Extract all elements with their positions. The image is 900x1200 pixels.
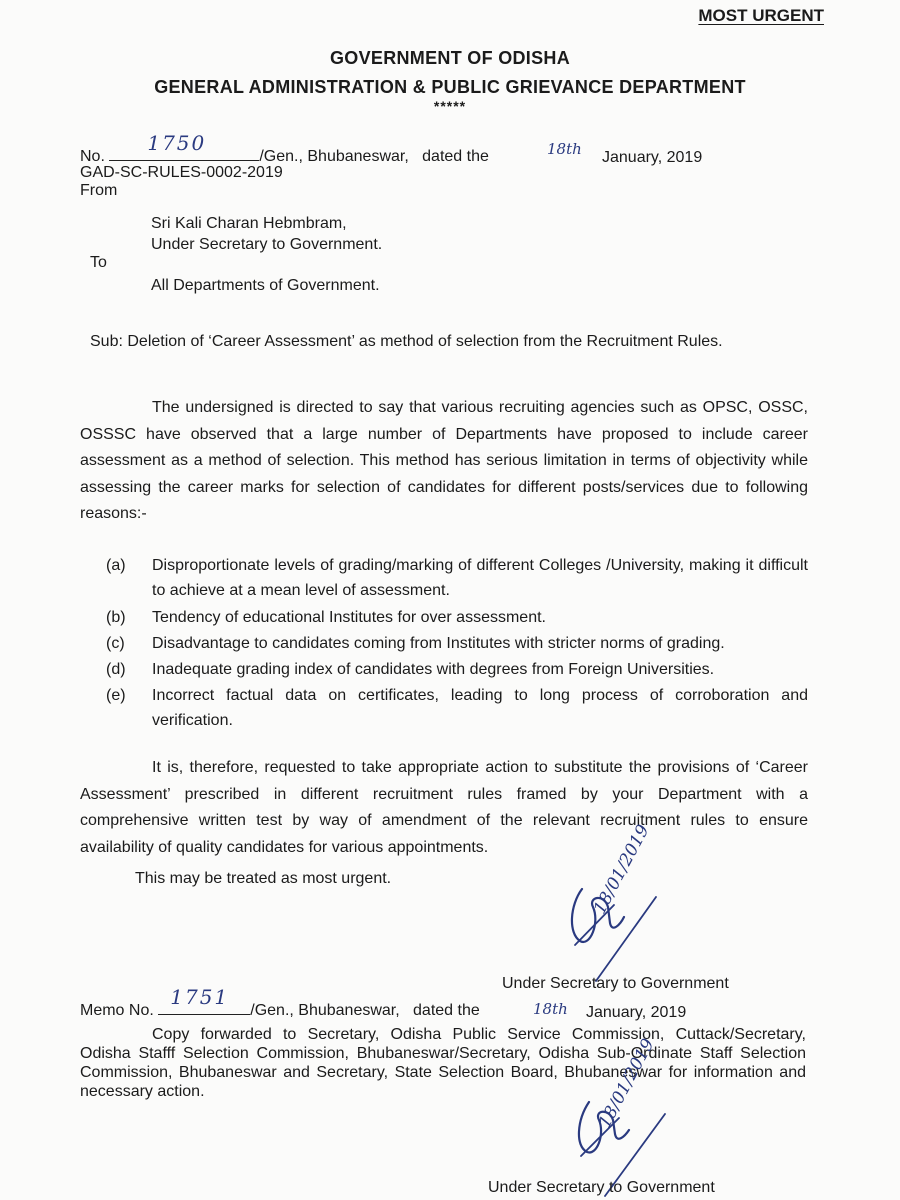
letter-no-label: No.	[80, 148, 105, 165]
to-label: To	[90, 254, 107, 271]
letter-no-value: 1750	[147, 131, 207, 155]
urgency-marking: MOST URGENT	[698, 6, 824, 25]
reason-item	[80, 631, 808, 656]
reason-text: Tendency of educational Institutes for over assessment.	[152, 609, 546, 626]
signature-date: 18/01/2019	[590, 821, 654, 918]
paragraph-1: The undersigned is directed to say that various recruiting agencies such as OPSC, OSSC, OSSSC have observed that a large number of Departments have proposed to include career assessment as a method of selection. This method has serious limitation in terms of objectivity while assessing the career marks for selection of candidates for different posts/services due to following reasons:-	[80, 399, 808, 522]
signatory-designation: Under Secretary to Government	[502, 975, 729, 992]
letter-no-suffix: /Gen., Bhubaneswar,	[259, 148, 409, 165]
reason-label: (b)	[106, 609, 126, 626]
signature-mark	[560, 875, 710, 985]
subject-line: Sub: Deletion of ‘Career Assessment’ as method of selection from the Recruitment Rules.	[90, 333, 723, 350]
department-heading: GENERAL ADMINISTRATION & PUBLIC GRIEVANCE DEPARTMENT	[154, 77, 746, 97]
reason-item	[80, 553, 808, 603]
memo-body: Copy forwarded to Secretary, Odisha Public Service Commission, Cuttack/Secretary, Odisha Stafff Selection Commission, Bhubaneswar/Secretary, Odisha Sub-Ordinate Staff Selection Commission, Bhubaneswar and Secretary, State Selection Board, Bhubaneswar for information and necessary action.	[80, 1026, 806, 1100]
memo-date-rest: January, 2019	[586, 1004, 687, 1021]
reason-text: Incorrect factual data on certificates, leading to long process of corroboration and verification.	[152, 687, 808, 729]
sender-name: Sri Kali Charan Hebmbram,	[151, 215, 347, 232]
reason-item	[80, 605, 808, 630]
sender-designation: Under Secretary to Government.	[151, 236, 383, 253]
paragraph-2: It is, therefore, requested to take appropriate action to substitute the provisions of ‘Career Assessment’ prescribed in different recruitment rules framed by your Department with a comprehensive written test by way of amendment of the relevant recruitment rules to ensure availability of quality candidates for various appointments.	[80, 759, 808, 856]
memo-no-label: Memo No.	[80, 1002, 154, 1019]
letter-date-day: 18th	[547, 140, 582, 158]
letter-date-rest: January, 2019	[602, 149, 703, 166]
memo-dated-label: dated the	[413, 1002, 480, 1019]
reason-text: Disadvantage to candidates coming from Institutes with stricter norms of grading.	[152, 635, 725, 652]
memo-signatory-designation: Under Secretary to Government	[488, 1179, 715, 1196]
memo-number-line	[80, 985, 480, 1020]
from-label: From	[80, 182, 118, 199]
memo-no-value: 1751	[170, 985, 230, 1009]
heading-separator: *****	[433, 98, 467, 114]
reason-text: Inadequate grading index of candidates with degrees from Foreign Universities.	[152, 661, 715, 678]
reason-label: (d)	[106, 661, 126, 678]
reason-label: (a)	[106, 557, 126, 574]
letter-no-blank	[109, 131, 259, 161]
reason-item	[80, 657, 808, 682]
government-heading: GOVERNMENT OF ODISHA	[329, 48, 570, 68]
memo-signature-date: 18/01/2019	[595, 1035, 659, 1132]
recipient: All Departments of Government.	[151, 277, 380, 294]
reason-label: (e)	[106, 687, 126, 704]
memo-no-suffix: /Gen., Bhubaneswar,	[250, 1002, 400, 1019]
paragraph-3: This may be treated as most urgent.	[135, 870, 392, 887]
letter-dated-label: dated the	[422, 148, 489, 165]
reason-item	[80, 683, 808, 733]
memo-date-day: 18th	[533, 1000, 568, 1018]
file-number: GAD-SC-RULES-0002-2019	[80, 164, 283, 181]
memo-no-blank	[158, 985, 250, 1015]
reason-label: (c)	[106, 635, 125, 652]
reason-text: Disproportionate levels of grading/marking of different Colleges /University, making it difficult to achieve at a mean level of assessment.	[152, 557, 808, 599]
